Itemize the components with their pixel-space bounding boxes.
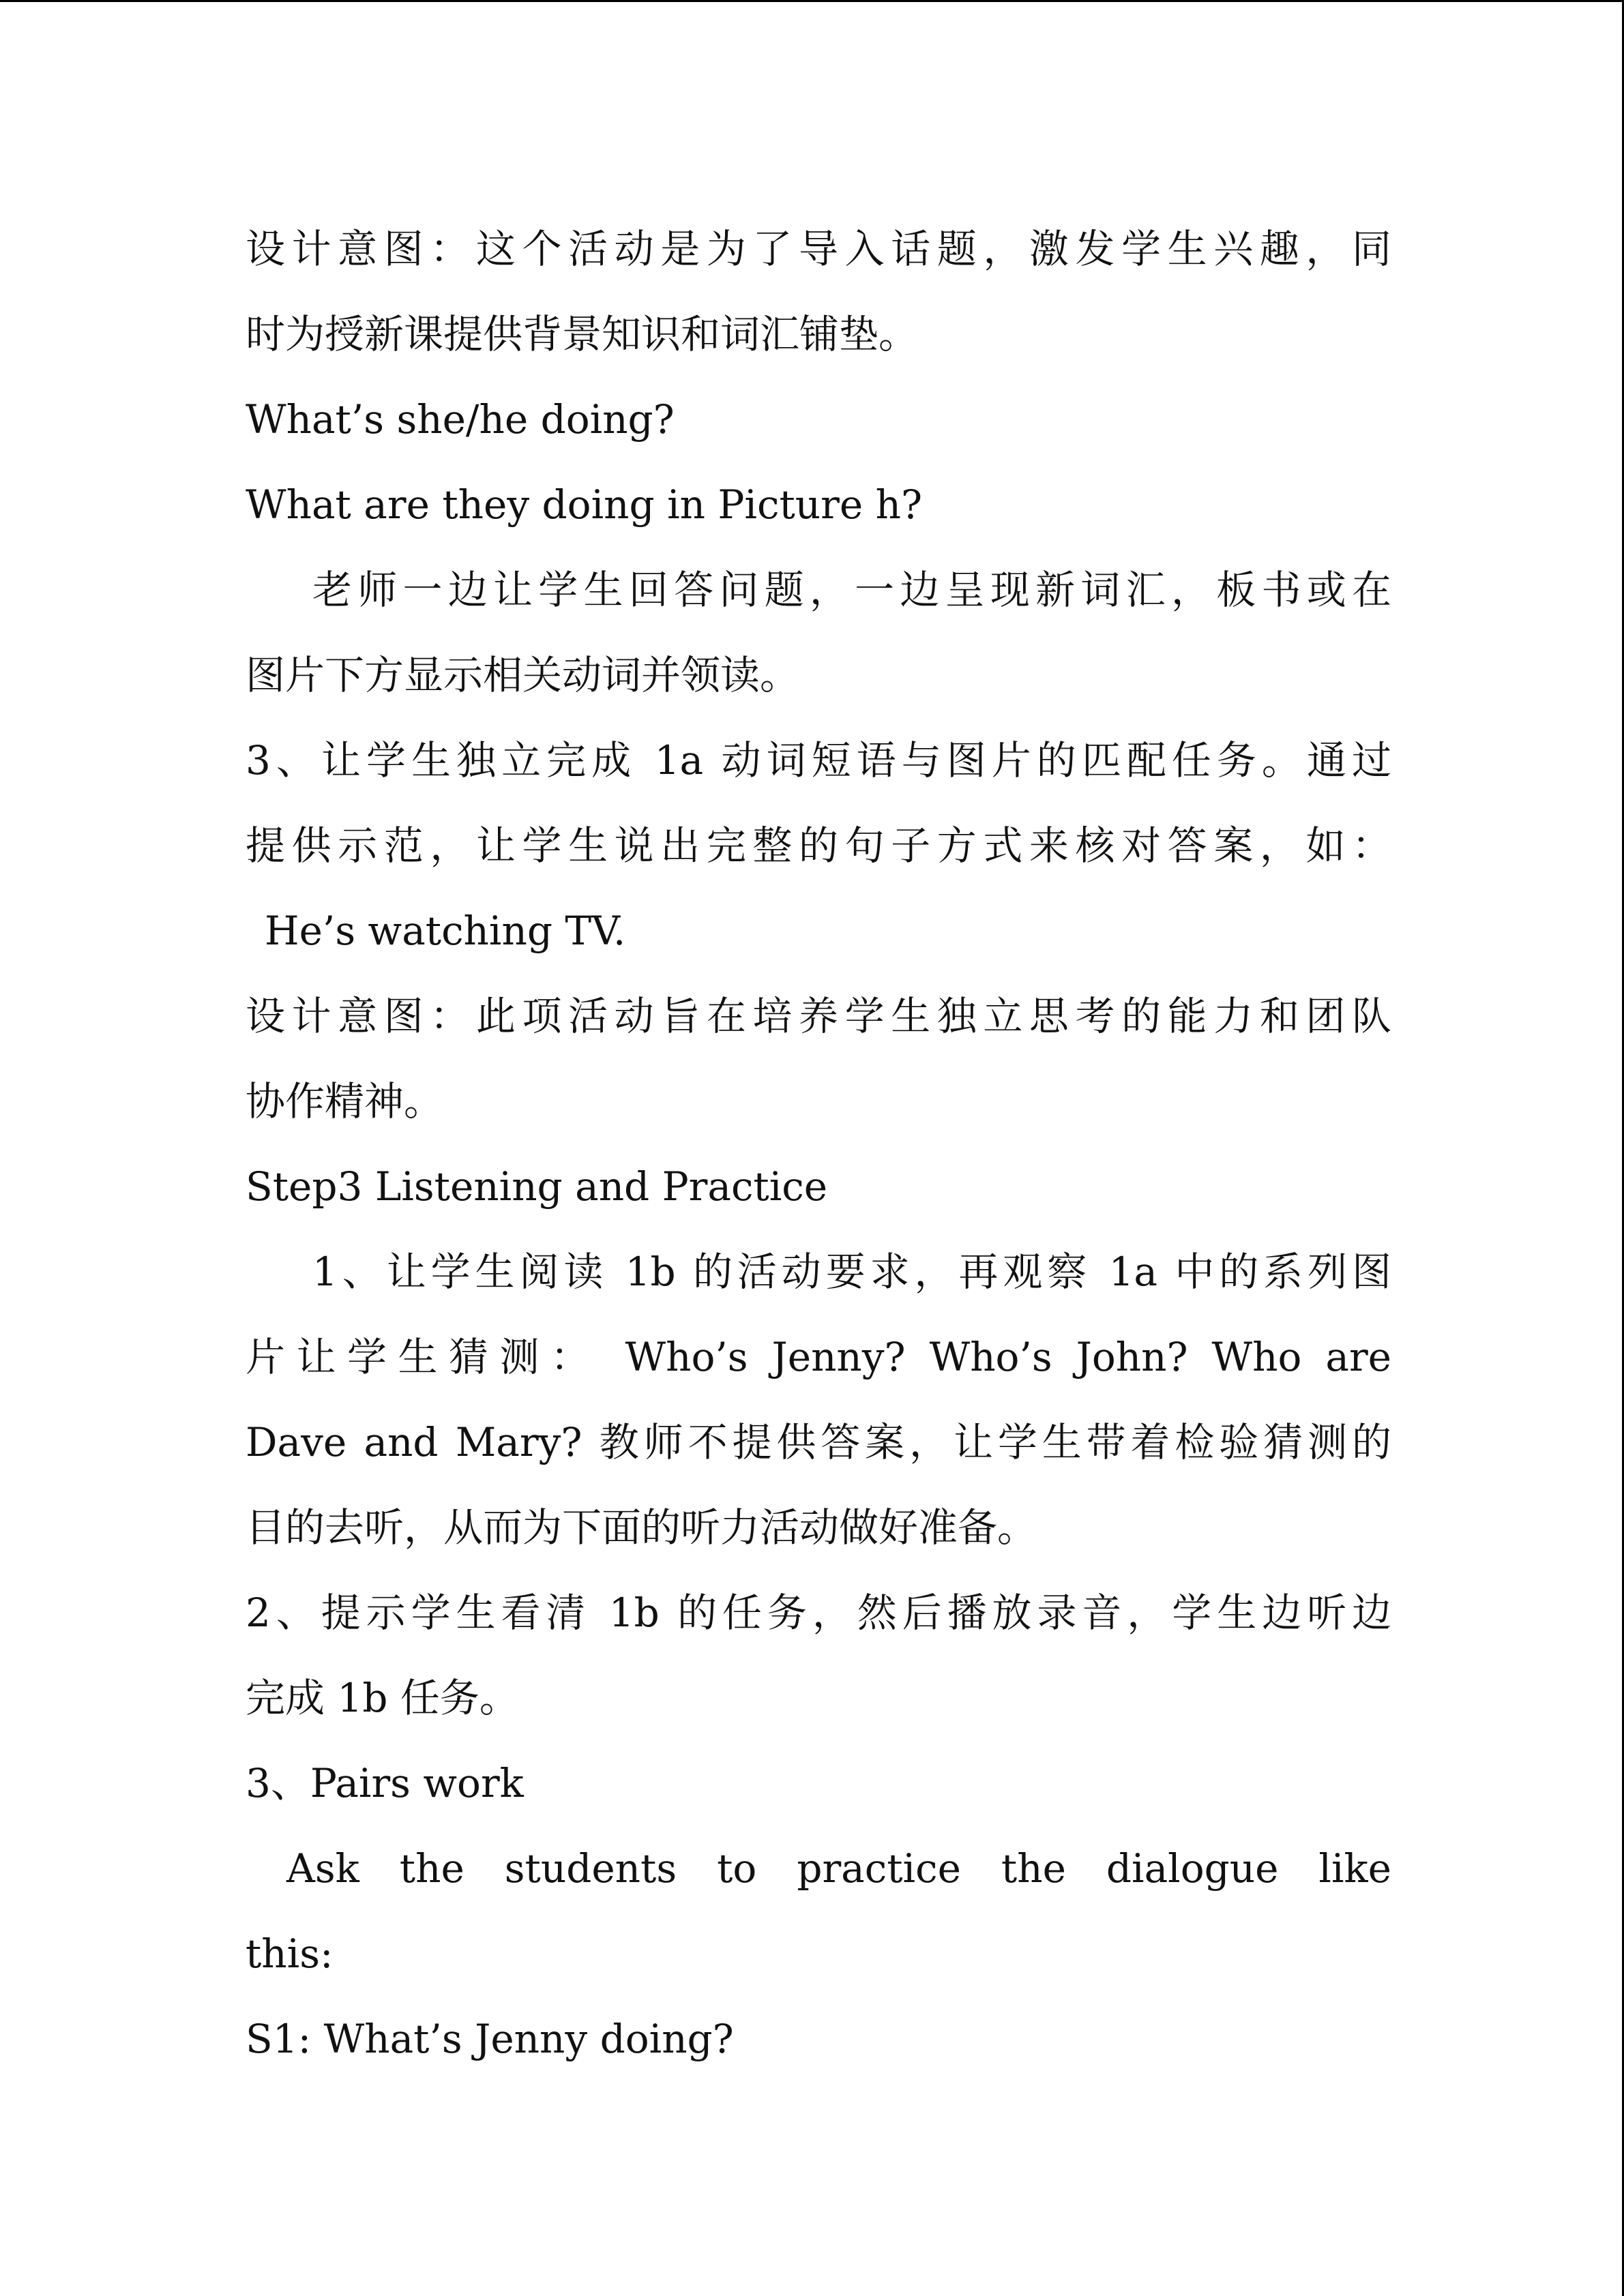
text-line: 完成 1b 任务。 [246, 1675, 519, 1721]
text-line: 3、Pairs work [246, 1760, 524, 1806]
text-line: 老师一边让学生回答问题，一边呈现新词汇，板书或在 [312, 567, 1391, 613]
text-line: 目的去听，从而为下面的听力活动做好准备。 [246, 1504, 1037, 1551]
text-line: 2、提示学生看清 1b 的任务，然后播放录音，学生边听边 [246, 1590, 1391, 1636]
text-line: 1、让学生阅读 1b 的活动要求，再观察 1a 中的系列图 [312, 1249, 1391, 1295]
text-line: What’s she/he doing? [246, 396, 675, 443]
text-line: S1: What’s Jenny doing? [246, 2016, 734, 2062]
text-line: Ask the students to practice the dialogue like [286, 1845, 1391, 1892]
text-line: What are they doing in Picture h? [246, 481, 923, 528]
text-line: 设计意图：这个活动是为了导入话题，激发学生兴趣，同 [246, 226, 1391, 272]
text-line: 提供示范，让学生说出完整的句子方式来核对答案，如： [246, 822, 1391, 869]
document-body [246, 207, 1391, 2082]
text-line: 时为授新课提供背景知识和词汇铺垫。 [246, 311, 919, 357]
text-line: 协作精神。 [246, 1078, 444, 1124]
section-heading: Step3 Listening and Practice [246, 1163, 828, 1210]
text-line: 设计意图：此项活动旨在培养学生独立思考的能力和团队 [246, 993, 1391, 1039]
text-line: 片让学生猜测： Who’s Jenny? Who’s John? Who are [246, 1334, 1391, 1380]
text-line: 3、让学生独立完成 1a 动词短语与图片的匹配任务。通过 [246, 737, 1391, 784]
text-line: this: [246, 1930, 334, 1977]
text-line: He’s watching TV. [265, 908, 626, 954]
text-line: 图片下方显示相关动词并领读。 [246, 652, 800, 698]
text-line: Dave and Mary? 教师不提供答案，让学生带着检验猜测的 [246, 1419, 1391, 1465]
